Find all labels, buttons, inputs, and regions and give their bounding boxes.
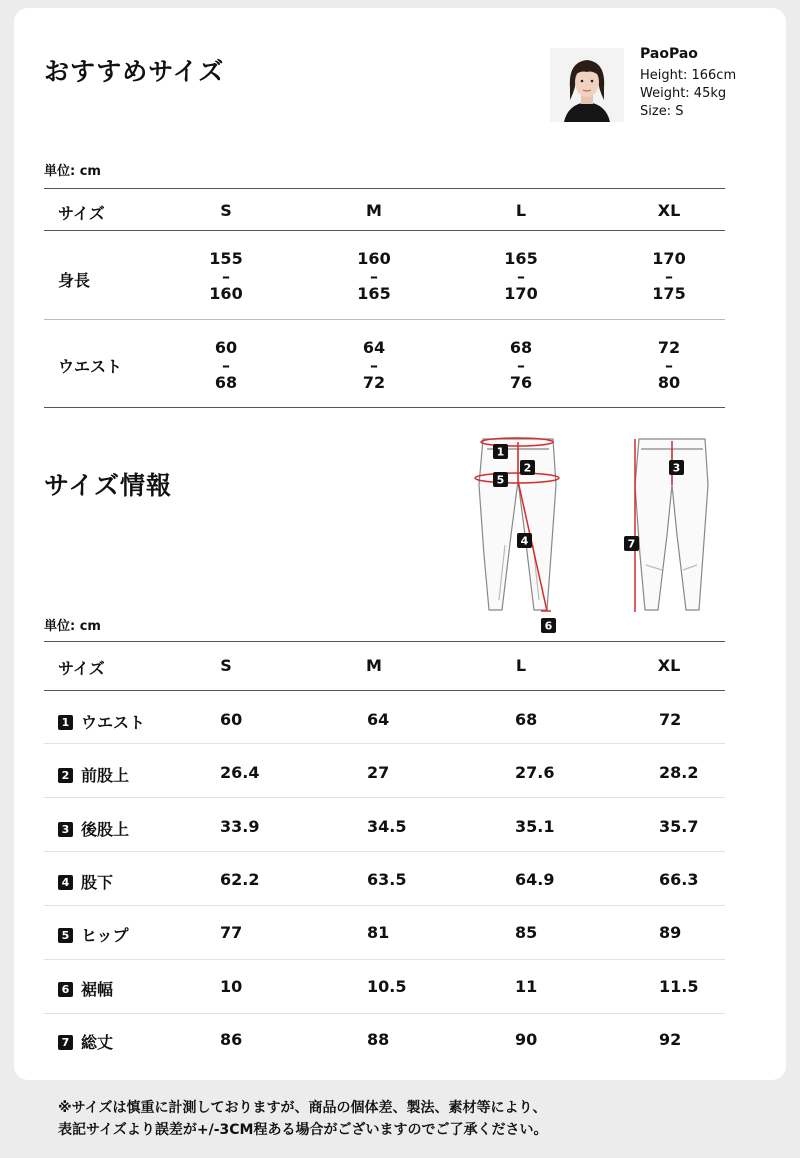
divider <box>44 743 725 744</box>
table-cell: 88 <box>367 1030 390 1049</box>
model-name: PaoPao <box>640 46 698 62</box>
divider <box>44 905 725 906</box>
table-cell: 60 <box>220 710 243 729</box>
disclaimer-note: ※サイズは慎重に計測しておりますが、商品の個体差、製法、素材等により、 表記サイズより誤差が+/-3CM程ある場合がございますのでご了承ください。 <box>58 1100 548 1138</box>
divider <box>44 851 725 852</box>
model-weight: Weight: 45kg <box>640 86 727 101</box>
waist-range-l: 68 – 76 <box>509 338 533 392</box>
table-cell: 10 <box>220 977 243 996</box>
model-photo <box>550 48 624 122</box>
table-cell: 35.1 <box>515 817 555 836</box>
number-badge: 7 <box>58 1035 73 1050</box>
header-size-xl: XL <box>657 201 681 220</box>
model-info <box>640 45 736 121</box>
table-cell: 64 <box>367 710 390 729</box>
recommended-size-title: おすすめサイズ <box>44 57 225 86</box>
diagram-marker-4: 4 <box>520 534 529 548</box>
table-cell: 77 <box>220 923 243 942</box>
table-cell: 72 <box>659 710 682 729</box>
unit-label: 単位: cm <box>44 619 101 634</box>
table-cell: 11 <box>515 977 538 996</box>
row-label-hip: 5 ヒップ <box>58 923 129 946</box>
row-label-back-rise: 3 後股上 <box>58 817 129 840</box>
divider <box>44 797 725 798</box>
size-info-title: サイズ情報 <box>44 471 173 500</box>
table-cell: 11.5 <box>659 977 699 996</box>
model-height: Height: 166cm <box>640 68 737 83</box>
table-cell: 27.6 <box>515 763 555 782</box>
divider <box>44 641 725 642</box>
table-cell: 89 <box>659 923 682 942</box>
table-cell: 85 <box>515 923 538 942</box>
table-cell: 68 <box>515 710 538 729</box>
divider <box>44 407 725 408</box>
row-label-total-length: 7 総丈 <box>58 1030 113 1053</box>
divider <box>44 188 725 189</box>
table-cell: 90 <box>515 1030 538 1049</box>
waist-range-xl: 72 – 80 <box>657 338 681 392</box>
pants-measurement-diagram <box>455 425 735 640</box>
header-size-m: M <box>366 201 382 220</box>
waist-range-s: 60 – 68 <box>214 338 238 392</box>
diagram-marker-5: 5 <box>496 473 505 487</box>
table-cell: 34.5 <box>367 817 407 836</box>
table-cell: 81 <box>367 923 390 942</box>
table-cell: 10.5 <box>367 977 407 996</box>
number-badge: 6 <box>58 982 73 997</box>
table-cell: 92 <box>659 1030 682 1049</box>
row-label-front-rise: 2 前股上 <box>58 763 129 786</box>
header-size-l: L <box>515 656 527 675</box>
header-size-xl: XL <box>657 656 681 675</box>
header-size-s: S <box>220 656 232 675</box>
divider <box>44 230 725 231</box>
divider <box>44 690 725 691</box>
table-cell: 62.2 <box>220 870 260 889</box>
header-size-label: サイズ <box>58 659 105 678</box>
table-cell: 66.3 <box>659 870 699 889</box>
divider <box>44 319 725 320</box>
table-cell: 86 <box>220 1030 243 1049</box>
divider <box>44 1013 725 1014</box>
row-label-hem-width: 6 裾幅 <box>58 977 113 1000</box>
diagram-marker-1: 1 <box>496 445 505 459</box>
header-size-l: L <box>515 201 527 220</box>
header-size-m: M <box>366 656 382 675</box>
number-badge: 4 <box>58 875 73 890</box>
table-cell: 63.5 <box>367 870 407 889</box>
height-range-m: 160 – 165 <box>357 249 391 303</box>
diagram-marker-7: 7 <box>627 537 636 551</box>
unit-label: 単位: cm <box>44 164 101 179</box>
divider <box>44 959 725 960</box>
number-badge: 5 <box>58 928 73 943</box>
diagram-marker-3: 3 <box>672 461 681 475</box>
row-label-waist: ウエスト <box>58 357 123 376</box>
waist-range-m: 64 – 72 <box>362 338 386 392</box>
number-badge: 3 <box>58 822 73 837</box>
table-cell: 28.2 <box>659 763 699 782</box>
row-label-height: 身長 <box>58 271 91 290</box>
diagram-marker-2: 2 <box>523 461 532 475</box>
table-cell: 35.7 <box>659 817 699 836</box>
row-label-inseam: 4 股下 <box>58 870 113 893</box>
diagram-marker-6: 6 <box>544 619 553 633</box>
height-range-s: 155 – 160 <box>209 249 243 303</box>
height-range-l: 165 – 170 <box>504 249 538 303</box>
table-cell: 27 <box>367 763 390 782</box>
table-cell: 64.9 <box>515 870 555 889</box>
row-label-waist: 1 ウエスト <box>58 710 145 733</box>
table-cell: 26.4 <box>220 763 260 782</box>
header-size-label: サイズ <box>58 204 105 223</box>
number-badge: 2 <box>58 768 73 783</box>
number-badge: 1 <box>58 715 73 730</box>
header-size-s: S <box>220 201 232 220</box>
table-cell: 33.9 <box>220 817 260 836</box>
height-range-xl: 170 – 175 <box>652 249 686 303</box>
model-size: Size: S <box>640 104 684 119</box>
